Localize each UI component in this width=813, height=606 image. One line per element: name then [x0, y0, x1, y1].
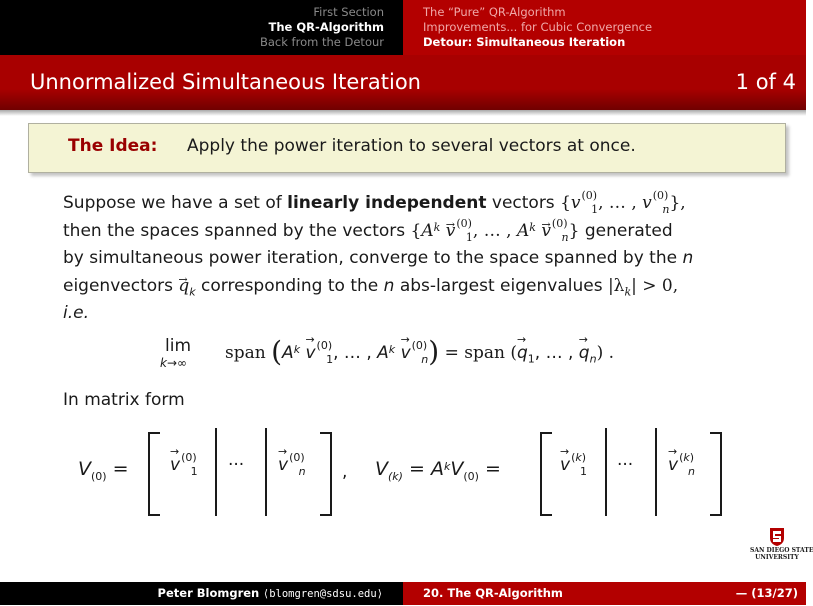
matrix-v0-left-bracket: [148, 432, 160, 516]
matrix-v0-dots: ···: [228, 455, 245, 475]
math-vector-set: {$v^{(0)}_1$, … , $v^{(0)}_n$},: [560, 189, 686, 216]
text-segment: by simultaneous power iteration, converge to the space spanned by the: [63, 248, 683, 268]
matrix-v0-divider-2: [265, 428, 267, 516]
university-logo: [750, 527, 813, 573]
span-operator-rhs: span: [464, 343, 505, 363]
paragraph-line-1: [63, 190, 763, 218]
idea-box: [28, 123, 786, 173]
matrix-form-label: In matrix form: [63, 390, 185, 410]
matrix-vk-divider-2: [655, 428, 657, 516]
header-navigation: [0, 0, 806, 55]
title-shadow: [0, 110, 806, 116]
paragraph-line-3: [63, 245, 763, 273]
math-power-set: {$A^k \to v^{(0)}_1$, … , $A^k \to v^{(0)}_n$}: [411, 221, 580, 241]
matrix-v0-col1: → $v^{(0)}_1$: [170, 455, 198, 475]
text-emphasis: linearly independent: [287, 193, 487, 213]
footer-section: 20. The QR-Algorithm: [423, 586, 563, 600]
footer-author-block: [0, 582, 403, 605]
span-operator: span: [225, 343, 266, 363]
matrix-v0-divider-1: [215, 428, 217, 516]
nav-section-qr-algorithm[interactable]: The QR-Algorithm: [268, 20, 384, 34]
math-n: n: [682, 248, 694, 268]
nav-subsection-detour[interactable]: Detour: Simultaneous Iteration: [423, 35, 626, 49]
frame-counter: 1 of 4: [735, 70, 796, 94]
text-segment: vectors: [486, 193, 561, 213]
paragraph-line-5: i.e.: [63, 303, 89, 323]
matrix-vk-divider-1: [605, 428, 607, 516]
main-paragraph: [63, 190, 763, 328]
matrix-vk-coln: → $v^{(k)}_n$: [668, 455, 695, 475]
paragraph-line-4: eigenvectors → $q_k$ corresponding to the n abs-largest eigenvalues $|\lambda_k| > 0$,: [63, 273, 763, 301]
nav-section-back-from-detour[interactable]: Back from the Detour: [259, 35, 384, 49]
matrix-v0-right-bracket: [320, 432, 332, 516]
idea-text: Apply the power iteration to several vectors at once.: [187, 136, 636, 156]
frame-title-bar: [0, 55, 806, 110]
logo-line-2: UNIVERSITY: [755, 554, 799, 561]
matrix-v0-coln: → $v^{(0)}_n$: [278, 455, 306, 475]
subsection-nav: [403, 0, 806, 55]
matrix-vk-dots: ···: [617, 455, 634, 475]
limit-operator: lim: [165, 336, 192, 356]
idea-label: The Idea:: [68, 136, 158, 156]
limit-equation: span ($A^k \to v^{(0)}_1$, … , $A^k \to v^{(0)}_n$) = span (→ $q_1$, … , → $q_n$) .: [225, 332, 614, 365]
frame-title: Unnormalized Simultaneous Iteration: [30, 70, 421, 94]
section-nav: [0, 0, 403, 55]
matrix-vk-label: $V_{(k)} = A^kV_{(0)}$ =: [375, 458, 501, 483]
footer-section-block: [403, 582, 806, 605]
nav-subsection-cubic[interactable]: Improvements... for Cubic Convergence: [423, 20, 653, 34]
text-segment: corresponding to the: [195, 275, 384, 296]
text-segment: generated: [579, 220, 673, 241]
text-segment: eigenvectors: [63, 275, 179, 296]
matrix-vk-right-bracket: [710, 432, 722, 516]
footer-author: Peter Blomgren: [157, 586, 260, 600]
math-n: n: [383, 275, 395, 296]
nav-section-first[interactable]: First Section: [313, 5, 384, 19]
footer-email: ⟨blomgren@sdsu.edu⟩: [262, 588, 383, 600]
text-segment: Suppose we have a set of: [63, 193, 288, 213]
footer-page-number: — (13/27): [735, 586, 798, 600]
math-eigenvalue-condition: $|\lambda_k| > 0$,: [607, 275, 679, 298]
matrix-v0-label: $V_{(0)}$ =: [78, 458, 129, 483]
logo-line-1: SAN DIEGO STATE: [750, 547, 813, 554]
sdsu-crest-icon: [769, 527, 785, 547]
matrix-separator-comma: ,: [342, 462, 348, 482]
limit-subscript: k→∞: [160, 356, 187, 370]
text-segment: then the spaces spanned by the vectors: [63, 220, 411, 241]
paragraph-line-2: [63, 218, 763, 246]
footer: [0, 582, 806, 605]
math-eigenvector: → q: [178, 276, 189, 296]
matrix-vk-left-bracket: [540, 432, 552, 516]
nav-subsection-pure-qr[interactable]: The “Pure” QR-Algorithm: [423, 5, 566, 19]
text-segment: abs-largest eigenvalues: [394, 275, 608, 296]
matrix-vk-col1: → $v^{(k)}_1$: [560, 455, 587, 475]
